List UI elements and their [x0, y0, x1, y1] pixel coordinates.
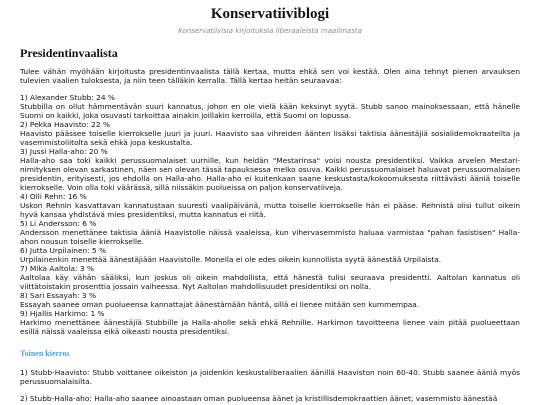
candidate-text: Harkimo menettänee äänestäjiä Stubbille ja Halla-aholle sekä ehkä Rehnille. Harkimon tavoitteena lienee vain pitää puolueettaan esillä näissä vaaleissa eikä oikeasti nousta presidentiksi.	[20, 318, 520, 337]
candidate-heading: 8) Sari Essayah: 3 %	[20, 291, 96, 301]
second-round-item: 1) Stubb-Haavisto: Stubb voittanee oikeiston ja joidenkin keskustaliberaalien äänillä Haaviston noin 60-40. Stubb saanee ääniä myös perussuomalaisilta.	[20, 368, 520, 387]
site-tagline: Konservatiivisia kirjoituksia liberaaleista maailmasta	[178, 27, 362, 35]
post-intro: Tulee vähän myöhään kirjoitusta presidentinvaalista tällä kertaa, mutta ehkä sen voi kestää. Olen aina tehnyt pienen arvauksen tulevien vaalien tuloksesta, ja niin teen tälläkin kerralla. Tällä kertaa heitän seuraavaa:	[20, 67, 520, 85]
candidate-text: Urpilainenkin menettää äänestäjiään Haavistolle. Monella ei ole edes oikein kunnollista syytä äänestää Urpilaista.	[20, 255, 442, 265]
post-body	[20, 67, 520, 403]
candidate-text: Uskon Rehnin kasvattavan kannatustaan suuresti vaalipäivänä, mutta toiselle kierrokselle hän ei pääse. Rehnistä olisi tullut oikein hyvä kansaa yhdistävä mies presidentiksi, mutta kannatus ei riitä.	[20, 201, 520, 220]
candidate-heading: 6) Jutta Urpilainen: 5 %	[20, 246, 107, 256]
candidate-heading: 9) Hjallis Harkimo: 1 %	[20, 309, 105, 319]
candidate-heading: 7) Mika Aaltola: 3 %	[20, 264, 94, 274]
second-round-heading: Toinen kierros	[20, 349, 70, 359]
candidate-text: Essayah saanee oman puolueensa kannattajat äänestämään häntä, sillä ei lienee mitään sen kummempaa.	[20, 300, 420, 310]
candidate-heading: 1) Alexander Stubb: 24 %	[20, 93, 115, 103]
candidate-heading: 4) Olli Rehn: 16 %	[20, 192, 87, 202]
candidate-list	[20, 93, 520, 336]
candidate-text: Haavisto päässee toiselle kierrokselle juuri ja juuri. Haavisto saa vihreiden äänten lisäksi taktisia äänestäjiä sosialidemokraateilta ja vasemmistoliitolta sekä ehkä jopa keskustalta.	[20, 129, 520, 148]
post	[0, 46, 540, 403]
candidate-text: Halla-aho saa toki kaikki perussuomalaiset uurnille, kun heidän "Mestarinsa" voisi nousta presidentiksi. Vaikka arvelen Mestari-nimityksen olevan sarkastinen, näen sen olevan tässä tapauksessa melko osuva. Kaikki perussuomalaiset haluavat perussuomalaisen presidentin, erityisesti, jos ehdolla on Halla-aho. Halla-aho ei kuitenkaan saane keskustasta/kokoomuksesta riittävästi ääniä toiselle kierrokselle. Voin olla toki väärässä, sillä niissäkin puolueissa on paljon konservatiiveja.	[20, 156, 520, 193]
site-title[interactable]: Konservatiiviblogi	[210, 6, 330, 22]
candidate-heading: 5) Li Andersson: 6 %	[20, 219, 97, 229]
candidate-heading: 2) Pekka Haavisto: 22 %	[20, 120, 110, 130]
candidate-text: Stubbilla on ollut hämmentävän suuri kannatus, johon en ole vielä kään keksinyt syytä. Stubb sanoo mainoksessaan, että hänelle Suomi on kaikki, joka osuvasti tarkoittaa ainakin joillakin kerroilla, että Suomi on lopussa.	[20, 102, 520, 121]
post-title[interactable]: Presidentinvaalista	[20, 46, 118, 60]
candidate-heading: 3) Jussi Halla-aho: 20 %	[20, 147, 108, 157]
candidate-text: Andersson menettänee taktisia ääniä Haavistolle näissä vaaleissa, kun vihervasemmisto haluaa varmistaa "pahan fasistisen" Halla-ahon nousun toiselle kierrokselle.	[20, 228, 520, 247]
second-round-item: 2) Stubb-Halla-aho: Halla-aho saanee ainoastaan oman puolueensa äänet ja kristillisdemokraattien äänet; vasemmisto äänestää	[20, 394, 498, 404]
candidate-text: Aaltolaa käy vähän sääliksi, kun joskus oli oikein mahdollista, että hänestä tulisi seuraava presidentti. Aaltolan kannatus oli viittätoistakin prosenttia jossain vaiheessa. Nyt Aaltolan mahdollisuudet presidentiksi on nolla.	[20, 273, 520, 292]
